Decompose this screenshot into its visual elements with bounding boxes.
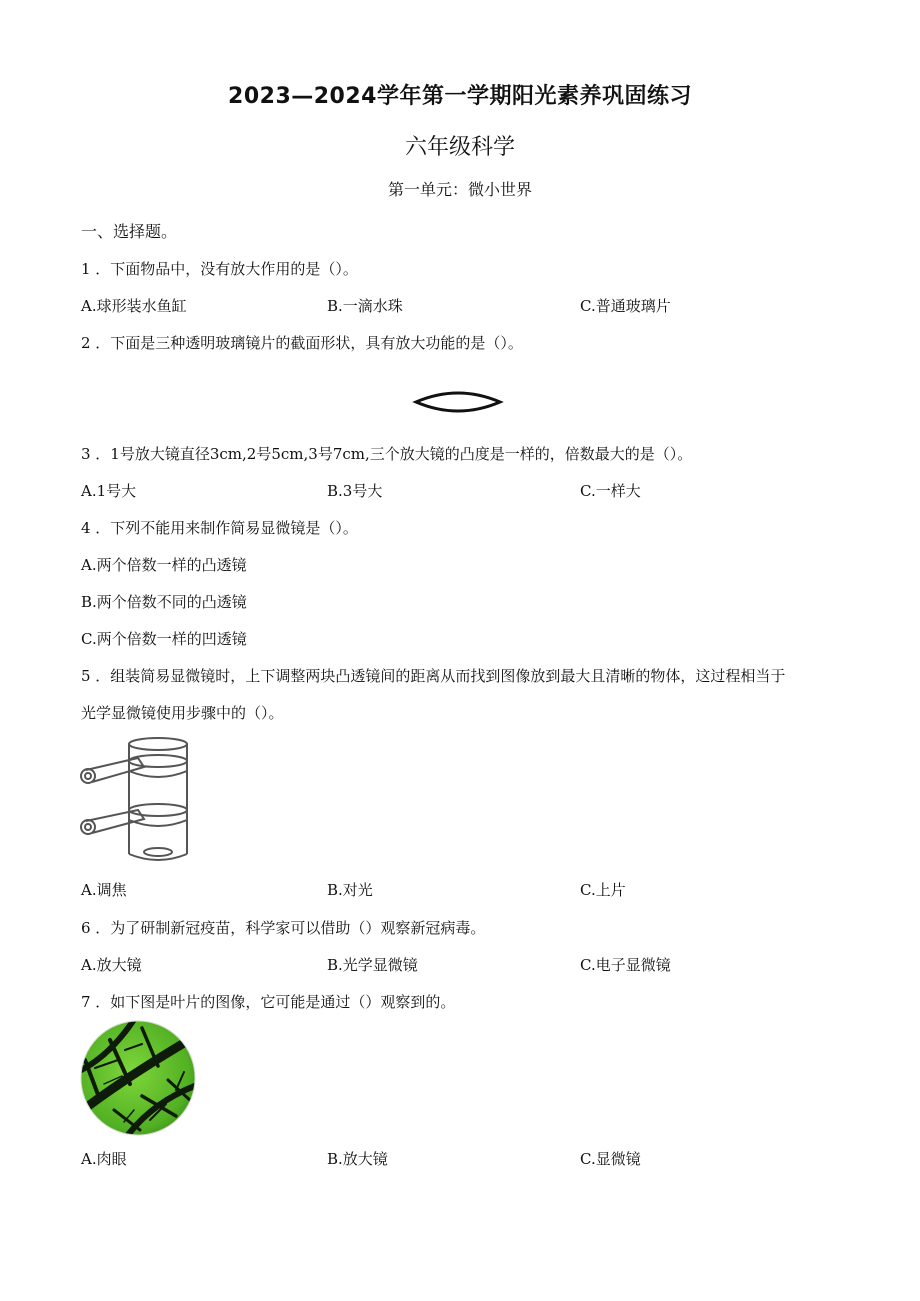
question-4-stem: 4 ．下列不能用来制作简易显微镜是（）。 <box>81 519 358 537</box>
question-6-stem: 6 ．为了研制新冠疫苗，科学家可以借助（）观察新冠病毒。 <box>81 919 486 937</box>
convex-lens-icon <box>412 388 504 416</box>
question-3-stem: 3 ．1号放大镜直径3cm,2号5cm,3号7cm,三个放大镜的凸度是一样的，倍数最大的是（）。 <box>81 445 693 463</box>
question-4-option-a[interactable]: A.两个倍数一样的凸透镜 <box>81 556 247 574</box>
question-6-option-b[interactable]: B.光学显微镜 <box>327 956 418 974</box>
question-5-stem: 5 ．组装简易显微镜时，上下调整两块凸透镜间的距离从而找到图像放到最大且清晰的物体，这过程相当于 <box>81 667 786 685</box>
question-7-option-b[interactable]: B.放大镜 <box>327 1150 388 1168</box>
question-7-option-c[interactable]: C.显微镜 <box>580 1150 641 1168</box>
question-5-stem-continued: 光学显微镜使用步骤中的（）。 <box>81 704 284 722</box>
question-3-option-b[interactable]: B.3号大 <box>327 482 383 500</box>
question-3-option-c[interactable]: C.一样大 <box>580 482 641 500</box>
question-5-option-a[interactable]: A.调焦 <box>81 881 127 899</box>
question-6-option-c[interactable]: C.电子显微镜 <box>580 956 671 974</box>
simple-microscope-icon <box>80 734 192 866</box>
leaf-micrograph-icon <box>80 1020 196 1136</box>
question-1-option-b[interactable]: B.一滴水珠 <box>327 297 403 315</box>
question-7-option-a[interactable]: A.肉眼 <box>81 1150 127 1168</box>
question-4-option-b[interactable]: B.两个倍数不同的凸透镜 <box>81 593 247 611</box>
question-3-option-a[interactable]: A.1号大 <box>81 482 137 500</box>
question-5-option-b[interactable]: B.对光 <box>327 881 373 899</box>
question-1-option-c[interactable]: C.普通玻璃片 <box>580 297 671 315</box>
question-6-option-a[interactable]: A.放大镜 <box>81 956 142 974</box>
question-1-option-a[interactable]: A.球形装水鱼缸 <box>81 297 187 315</box>
question-7-stem: 7 ．如下图是叶片的图像，它可能是通过（）观察到的。 <box>81 993 456 1011</box>
unit-title: 第一单元：微小世界 <box>387 180 532 199</box>
question-5-option-c[interactable]: C.上片 <box>580 881 626 899</box>
question-2-stem: 2 ．下面是三种透明玻璃镜片的截面形状，具有放大功能的是（）。 <box>81 334 523 352</box>
question-1-stem: 1 ．下面物品中，没有放大作用的是（）。 <box>81 260 358 278</box>
page-title: 2023—2024学年第一学期阳光素养巩固练习 <box>228 84 692 109</box>
page-subtitle: 六年级科学 <box>404 135 515 160</box>
question-4-option-c[interactable]: C.两个倍数一样的凹透镜 <box>81 630 247 648</box>
section-heading: 一、选择题。 <box>81 222 178 241</box>
